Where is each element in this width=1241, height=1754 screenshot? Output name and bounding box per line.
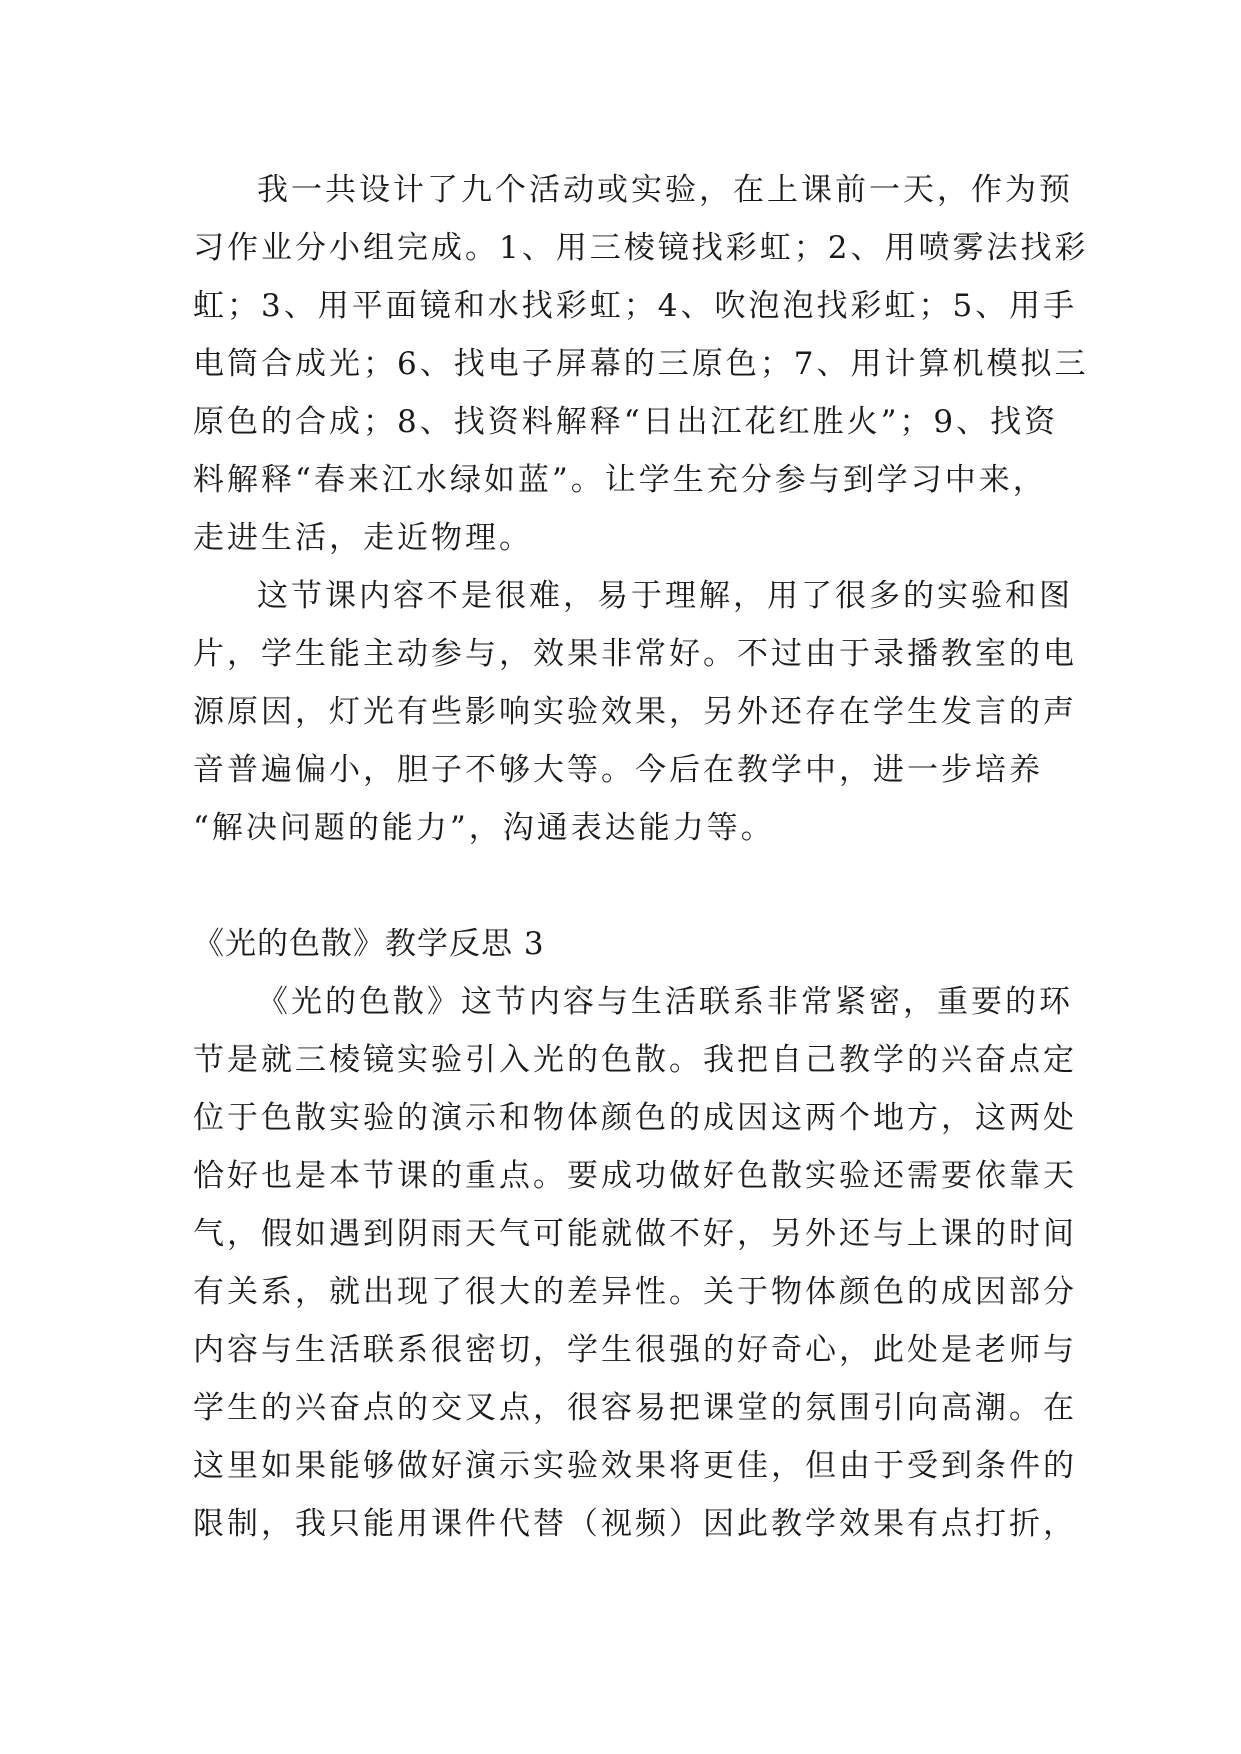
text-line: 内容与生活联系很密切，学生很强的好奇心，此处是老师与 (193, 1332, 1077, 1368)
text-line: 节是就三棱镜实验引入光的色散。我把自己教学的兴奋点定 (193, 1042, 1077, 1078)
text-line: 虹；3、用平面镜和水找彩虹；4、吹泡泡找彩虹；5、用手 (193, 288, 1078, 324)
text-line: 习作业分小组完成。1、用三棱镜找彩虹；2、用喷雾法找彩 (193, 230, 1089, 266)
text-line: 恰好也是本节课的重点。要成功做好色散实验还需要依靠天 (193, 1158, 1077, 1194)
paragraph-activities (193, 161, 1089, 567)
paragraph-spacer (193, 857, 1053, 915)
text-line: 音普遍偏小，胆子不够大等。今后在教学中，进一步培养 (193, 752, 1043, 788)
text-line: 学生的兴奋点的交叉点，很容易把课堂的氛围引向高潮。在 (193, 1390, 1077, 1426)
text-line: 片，学生能主动参与，效果非常好。不过由于录播教室的电 (193, 636, 1077, 672)
text-line: 原色的合成；8、找资料解释“日出江花红胜火”；9、找资 (193, 404, 1059, 440)
text-line: 源原因，灯光有些影响实验效果，另外还存在学生发言的声 (193, 694, 1077, 730)
text-line: 位于色散实验的演示和物体颜色的成因这两个地方，这两处 (193, 1100, 1077, 1136)
text-line: 电筒合成光；6、找电子屏幕的三原色；7、用计算机模拟三 (193, 346, 1089, 382)
text-line: 料解释“春来江水绿如蓝”。让学生充分参与到学习中来， (193, 462, 1047, 498)
text-line: 有关系，就出现了很大的差异性。关于物体颜色的成因部分 (193, 1274, 1077, 1310)
section-heading: 《光的色散》教学反思 3 (193, 926, 545, 962)
text-line: 气，假如遇到阴雨天气可能就做不好，另外还与上课的时间 (193, 1216, 1077, 1252)
paragraph-reflection (193, 567, 1077, 857)
text-line: 我一共设计了九个活动或实验，在上课前一天，作为预 (257, 172, 1073, 208)
text-line: 这里如果能够做好演示实验效果将更佳，但由于受到条件的 (193, 1448, 1077, 1484)
text-line: 走进生活，走近物理。 (193, 520, 533, 556)
text-line: 这节课内容不是很难，易于理解，用了很多的实验和图 (257, 578, 1073, 614)
text-line: “解决问题的能力”，沟通表达能力等。 (193, 810, 775, 846)
text-line: 《光的色散》这节内容与生活联系非常紧密，重要的环 (257, 984, 1073, 1020)
text-line: 限制，我只能用课件代替（视频）因此教学效果有点打折， (193, 1506, 1077, 1542)
document-body (193, 161, 1089, 1553)
paragraph-section-3 (193, 973, 1077, 1553)
